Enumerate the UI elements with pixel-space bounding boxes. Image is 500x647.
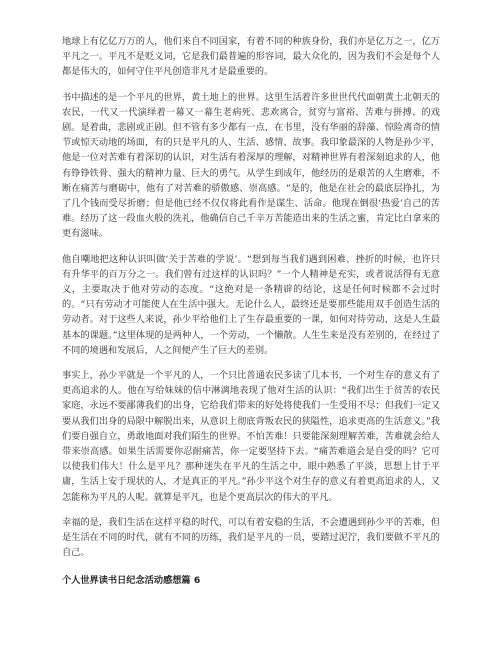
paragraph-4: 事实上，孙少平就是一个平凡的人，一个只比普通农民多读了几本书，一个对生存的意义有了更高追求的人。他在写给妹妹的信中淋漓地表现了他对生活的认识：“我们出生于贫苦的农民家庭，永远不要鄙薄我们的出身，它给我们带来的好处将使我们一生受用不尽；但我们一定又要从我们出身的局限中解脱出来，从意识上彻底背叛农民的狭隘性，追求更高的生活意义。”我们要自强自立，勇敢地面对我们陌生的世界。不怕苦难！只要能深刻理解苦难，苦难就会给人带来崇高感。如果生活需要你忍耐痛苦，你一定要坚持下去。“痛苦难道会是自受的吗？它可以使我们伟大！什么是平凡？那种迷失在平凡的生活之中，眼中熟悉了平淡，思想上甘于平庸，生活上安于现状的人，才是真正的平凡。”孙少平这个对生存的意义有着更高追求的人，又怎能称为平凡的人呢。就算是平凡，也是个更高层次的伟大的平凡。 bbox=[62, 370, 440, 503]
paragraph-5: 幸福的是，我们生活在这样平稳的时代，可以有着安稳的生活，不会遭遇到孙少平的苦难，但是生活在不同的时代，就有不同的历练，我们是平凡的一员，要踏过泥泞，我们要做不平凡的自己。 bbox=[62, 516, 440, 559]
paragraph-2: 书中描述的是一个平凡的世界，黄土地上的世界。这里生活着许多世世代代面朝黄土北朝天的农民，一代又一代演绎着一幕又一幕生老病死、悲欢离合，贫穷与富裕、苦难与拼搏、的戏剧。是着曲，悲剧或正剧。但不管有多少都有一点，在书里，没有华丽的辞藻、惊险离奇的情节或惊天动地的场面，有的只是平凡的人、生活、感情、故事。我印象最深的人物是孙少平，他是一位对苦难有着深切的认识，对生活有着深厚的理解，对精神世界有着深刻追求的人，他有铮铮铁骨、强大的精神力量、巨大的勇气。从学生到成年，他经历的是艰苦的人生磨难，不断在痛苦与磨砺中，他有了对苦难的骄傲感、崇高感。“是的，他是在社会的最底层挣扎，为了几个钱而受尽折磨；但是他已经不仅仅将此看作是谋生、活命。他现在倒很‘热爱’自己的苦难。经历了这一段血火般的洗礼，他确信自己千辛万苦能造出来的生活之蜜，肯定比白拿来的更有滋味。 bbox=[62, 91, 440, 240]
paragraph-3: 他自嘲地把这种认识叫做‘关于苦难的学说’。“想到每当我们遇到困难、挫折的时候，也许只有升华平的百万分之一。我们曾有过这样的认识吗？”一个人精神是充实，或者说活得有无意义，主要取决于他对劳动的态度。“这绝对是一条精辟的结论，这是任何时候都不会过时的。“只有劳动才可能使人在生活中强大。无论什么人，最终还是要那些能用双手创造生活的劳动者。对于这些人来说，孙少平给他们上了生存最重要的一课，如何对待劳动，这是人生最基本的课题。”这里体现的是两种人，一个劳动，一个懒散。人生生来是没有差别的，在经过了不同的境遇和发展后，人之间便产生了巨大的差别。 bbox=[62, 253, 440, 356]
section-heading: 个人世界读书日纪念活动感想篇 6 bbox=[62, 574, 201, 586]
paragraph-1: 地球上有亿亿万万的人，他们来自不同国家，有着不同的种族身份，我们亦是亿万之一，亿万平凡之一。平凡不是贬义词，它是我们最普遍的形容词，最大众化的，因为我们不会是每个人都是伟大的，如何守住平凡创造非凡才是最重要的。 bbox=[62, 36, 440, 78]
document-body bbox=[62, 34, 440, 588]
